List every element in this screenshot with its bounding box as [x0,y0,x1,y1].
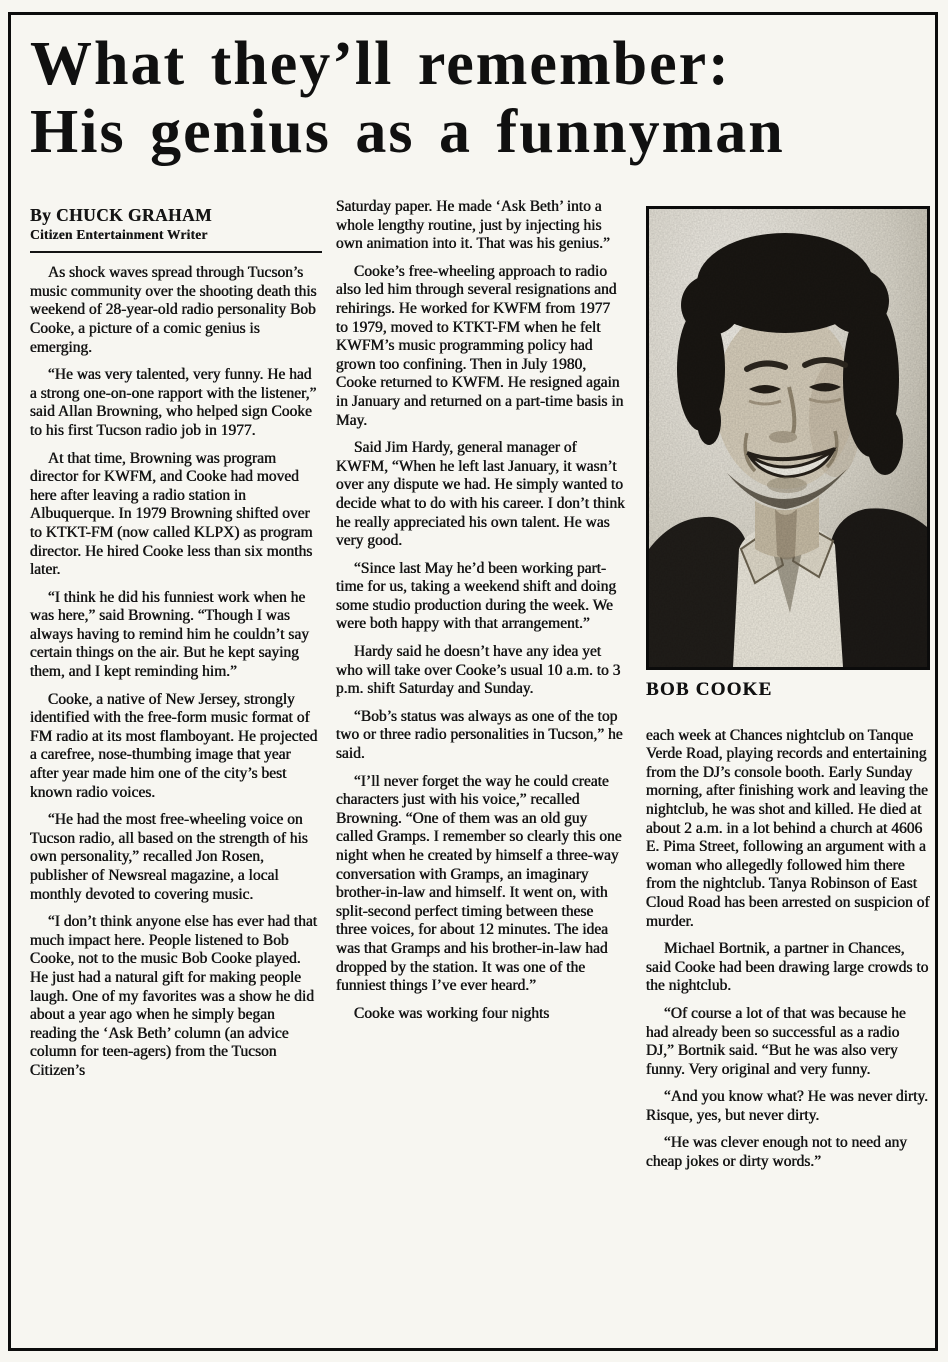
column-middle [336,198,626,1032]
article-paragraph: As shock waves spread through Tucson’s music community over the shooting death this weekend of 28-year-old radio personality Bob Cooke, a picture of a comic genius is emerging. [30,264,317,356]
headline-line-1: What they’ll remember: [30,30,731,98]
headline [30,30,910,166]
article-paragraph: “And you know what? He was never dirty. Risque, yes, but never dirty. [646,1088,929,1124]
article-paragraph: Said Jim Hardy, general manager of KWFM, “When he left last January, it wasn’t over any dispute we had. He simply wanted to decide what to do with his career. I don’t think he really appreciated his own talent. He was very good. [336,439,625,550]
right-column-text [646,727,930,1172]
article-paragraph: Michael Bortnik, a partner in Chances, said Cooke had been drawing large crowds to the nightclub. [646,940,929,995]
article-paragraph: “I think he did his funniest work when he was here,” said Browning. “Though I was always having to remind him he couldn’t say certain things on the air. But he kept saying them, and I kept reminding him.” [30,588,310,681]
article-paragraph: Cooke, a native of New Jersey, strongly identified with the free-form music format of FM radio at its most flamboyant. He projected a carefree, nose-thumbing image that year after year made him one of the city’s best known radio voices. [30,690,318,801]
article-paragraph: each week at Chances nightclub on Tanque Verde Road, playing records and entertaining from the DJ’s console booth. Early Sunday morning, after finishing work and leaving the nightclub, he was shot and killed. He died at about 2 a.m. in a lot behind a church at 4606 E. Pima Street, following an argument with a woman who allegedly followed him there from the nightclub. Tanya Robinson of East Cloud Road has been arrested on suspicion of murder. [646,726,930,930]
article-paragraph: “He was clever enough not to need any cheap jokes or dirty words.” [646,1134,908,1171]
article-paragraph: Hardy said he doesn’t have any idea yet who will take over Cooke’s usual 10 a.m. to 3 p.m. shift Saturday and Sunday. [336,643,621,698]
column-left [30,206,322,1090]
column-right [646,206,930,1181]
byline-title: Citizen Entertainment Writer [30,226,208,242]
article-paragraph: Cooke’s free-wheeling approach to radio also led him through several resignations and rehirings. He worked for KWFM from 1977 to 1979, moved to KTKT-FM when he felt KWFM’s music programming policy had grown too confining. Then in July 1980, Cooke returned to KWFM. He resigned again in January and returned on a part-time basis in May. [336,262,624,429]
byline-rule [30,251,322,253]
article-paragraph: At that time, Browning was program director for KWFM, and Cooke had moved here after leaving a radio station in Albuquerque. In 1979 Browning shifted over to KTKT-FM (now called KLPX) as program director. He hired Cooke less than six months later. [30,449,313,579]
article-paragraph: Cooke was working four nights [354,1004,550,1022]
byline-author: By CHUCK GRAHAM [30,205,212,225]
article-paragraph: “I don’t think anyone else has ever had that much impact here. People listened to Bob Cooke, not to the music Bob Cooke played. He just had a natural gift for making people laugh. One of my favorites was a show he did about a year ago when he simply began reading the ‘Ask Beth’ column (an advice column for teen-agers) from the Tucson Citizen’s [30,913,318,1079]
bob-cooke-photo [646,206,930,670]
article-paragraph: Saturday paper. He made ‘Ask Beth’ into a whole lengthy routine, just by injecting his own animation into it. That was his genius.” [336,198,610,253]
article-paragraph: “Since last May he’d been working part-time for us, taking a weekend shift and doing some studio production during the week. We were both happy with that arrangement.” [336,559,617,633]
article-paragraph: “Bob’s status was always as one of the top two or three radio personalities in Tucson,” he said. [336,707,623,763]
portrait-illustration [649,209,927,667]
article-paragraph: “Of course a lot of that was because he had already been so successful as a radio DJ,” Bortnik said. “But he was also very funny. Very original and very funny. [646,1004,906,1078]
article-paragraph: “He was very talented, very funny. He had a strong one-on-one rapport with the listener,” said Allan Browning, who helped sign Cooke to his first Tucson radio job in 1977. [30,366,317,439]
headline-line-2: His genius as a funnyman [30,98,785,166]
article-paragraph: “I’ll never forget the way he could create characters just with his voice,” recalled Browning. “One of them was an old guy called Gramps. I remember so clearly this one night when he created by himself a three-way conversation with Gramps, an imaginary brother-in-law and himself. It went on, with split-second perfect timing between these three voices, for about 12 minutes. The idea was that Gramps and his brother-in-law had dropped by the station. It was one of the funniest things I’ve ever heard.” [336,772,622,995]
photo-caption: BOB COOKE [646,679,773,700]
byline [30,206,322,253]
photo-figure [646,206,930,700]
article-paragraph: “He had the most free-wheeling voice on Tucson radio, all based on the strength of his own personality,” recalled Jon Rosen, publisher of Newsreal magazine, a local monthly devoted to covering music. [30,811,308,903]
